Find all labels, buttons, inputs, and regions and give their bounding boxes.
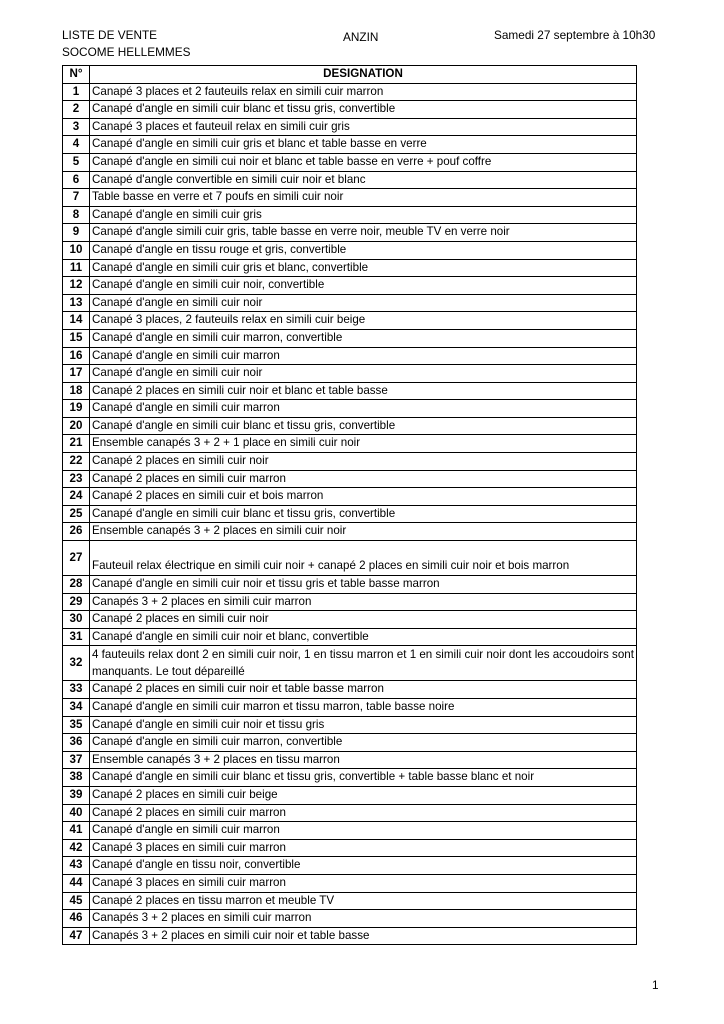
item-number: 15 [63,329,90,347]
item-number: 22 [63,453,90,471]
item-number: 20 [63,417,90,435]
column-header-number: N° [63,66,90,84]
item-designation: Canapés 3 + 2 places en simili cuir noir et table basse [90,927,637,945]
item-designation: Canapé 2 places en simili cuir noir [90,453,637,471]
item-designation: Canapé d'angle en simili cuir marron et tissu marron, table basse noire [90,699,637,717]
item-number: 11 [63,259,90,277]
item-designation: Canapé 3 places en simili cuir marron [90,874,637,892]
table-row [63,189,637,207]
table-row [63,259,637,277]
table-row [63,241,637,259]
table-row [63,892,637,910]
table-row [63,312,637,330]
item-designation: Canapé 3 places en simili cuir marron [90,839,637,857]
item-designation: Canapé d'angle en simili cuir blanc et tissu gris, convertible [90,505,637,523]
item-number: 13 [63,294,90,312]
table-row [63,786,637,804]
item-number: 27 [63,541,90,576]
item-designation: Canapé d'angle en simili cuir marron [90,822,637,840]
table-row [63,576,637,594]
item-designation: Canapé d'angle en simili cuir noir, convertible [90,277,637,295]
item-designation: Canapé d'angle en simili cuir noir [90,294,637,312]
table-row [63,804,637,822]
item-number: 37 [63,751,90,769]
table-row [63,136,637,154]
item-number: 25 [63,505,90,523]
header-left [62,27,190,61]
header-title: LISTE DE VENTE [62,28,158,42]
item-number: 2 [63,101,90,119]
item-number: 3 [63,118,90,136]
item-designation: Canapé 2 places en simili cuir beige [90,786,637,804]
item-number: 12 [63,277,90,295]
table-row [63,206,637,224]
item-number: 35 [63,716,90,734]
item-designation: Canapé 3 places et 2 fauteuils relax en simili cuir marron [90,83,637,101]
item-designation: Canapé d'angle en simili cuir marron, convertible [90,734,637,752]
table-row [63,83,637,101]
item-number: 44 [63,874,90,892]
header-company: SOCOME HELLEMMES [62,45,191,59]
table-row [63,839,637,857]
table-row [63,611,637,629]
item-number: 30 [63,611,90,629]
item-designation: Canapé d'angle en simili cuir noir et tissu gris [90,716,637,734]
item-number: 46 [63,910,90,928]
item-designation: Canapé 2 places en tissu marron et meuble TV [90,892,637,910]
table-row [63,435,637,453]
item-designation: Ensemble canapés 3 + 2 places en tissu marron [90,751,637,769]
item-designation: Canapés 3 + 2 places en simili cuir marron [90,910,637,928]
table-body [63,83,637,945]
item-designation: Canapé d'angle en simili cuir marron [90,347,637,365]
table-row [63,910,637,928]
item-designation: Canapé d'angle en simili cuir noir [90,365,637,383]
item-designation: Canapé d'angle en simili cuir gris et blanc, convertible [90,259,637,277]
table-row [63,505,637,523]
item-designation: Canapé d'angle en simili cuir gris [90,206,637,224]
table-row [63,716,637,734]
table-row [63,488,637,506]
table-row [63,769,637,787]
item-designation: Canapé d'angle convertible en simili cuir noir et blanc [90,171,637,189]
item-designation: Canapé d'angle en simili cui noir et blanc et table basse en verre + pouf coffre [90,153,637,171]
item-number: 40 [63,804,90,822]
item-designation: Canapé d'angle en tissu rouge et gris, convertible [90,241,637,259]
item-designation: Canapé 2 places en simili cuir noir et blanc et table basse [90,382,637,400]
item-number: 36 [63,734,90,752]
item-designation: Canapé 2 places en simili cuir noir et table basse marron [90,681,637,699]
item-number: 17 [63,365,90,383]
item-number: 1 [63,83,90,101]
item-number: 32 [63,646,90,681]
item-number: 43 [63,857,90,875]
table-row [63,118,637,136]
table-row [63,101,637,119]
table-row [63,523,637,541]
table-row [63,874,637,892]
column-header-designation: DESIGNATION [90,66,637,84]
item-number: 7 [63,189,90,207]
item-designation: Canapé 2 places en simili cuir marron [90,470,637,488]
item-number: 31 [63,628,90,646]
item-number: 23 [63,470,90,488]
item-number: 47 [63,927,90,945]
item-designation: Canapé 2 places en simili cuir et bois marron [90,488,637,506]
item-designation: Canapé d'angle en simili cuir blanc et tissu gris, convertible [90,417,637,435]
item-number: 9 [63,224,90,242]
item-number: 8 [63,206,90,224]
item-number: 42 [63,839,90,857]
table-row [63,628,637,646]
table-row [63,681,637,699]
item-designation: Table basse en verre et 7 poufs en simili cuir noir [90,189,637,207]
table-row [63,277,637,295]
table-row [63,593,637,611]
item-number: 45 [63,892,90,910]
item-designation: Fauteuil relax électrique en simili cuir noir + canapé 2 places en simili cuir noir et bois marron [90,541,637,576]
item-designation: Canapé d'angle en simili cuir noir et tissu gris et table basse marron [90,576,637,594]
table-row [63,857,637,875]
table-header-row [63,66,637,84]
header-location: ANZIN [343,30,379,44]
table-row [63,646,637,681]
item-designation: Canapés 3 + 2 places en simili cuir marron [90,593,637,611]
item-designation: Canapé 3 places et fauteuil relax en simili cuir gris [90,118,637,136]
item-designation: Canapé d'angle en simili cuir gris et blanc et table basse en verre [90,136,637,154]
table-row [63,470,637,488]
table-row [63,224,637,242]
table-row [63,347,637,365]
item-designation: Canapé d'angle en simili cuir blanc et tissu gris, convertible + table basse blanc et noir [90,769,637,787]
item-number: 39 [63,786,90,804]
item-designation: Canapé d'angle en simili cuir marron, convertible [90,329,637,347]
table-row [63,400,637,418]
item-designation: Canapé d'angle en simili cuir marron [90,400,637,418]
item-number: 4 [63,136,90,154]
item-designation: Canapé d'angle simili cuir gris, table basse en verre noir, meuble TV en verre noir [90,224,637,242]
table-row [63,751,637,769]
table-row [63,453,637,471]
item-number: 21 [63,435,90,453]
table-row [63,382,637,400]
item-designation: Ensemble canapés 3 + 2 + 1 place en simili cuir noir [90,435,637,453]
item-designation: Canapé d'angle en tissu noir, convertible [90,857,637,875]
header-date: Samedi 27 septembre à 10h30 [494,28,656,42]
item-number: 16 [63,347,90,365]
item-number: 14 [63,312,90,330]
item-number: 10 [63,241,90,259]
item-number: 6 [63,171,90,189]
item-designation: Canapé 3 places, 2 fauteuils relax en simili cuir beige [90,312,637,330]
table-row [63,822,637,840]
table-row [63,329,637,347]
table-row [63,171,637,189]
item-number: 38 [63,769,90,787]
item-number: 29 [63,593,90,611]
table-row [63,734,637,752]
item-designation: Canapé 2 places en simili cuir noir [90,611,637,629]
item-designation: Canapé 2 places en simili cuir marron [90,804,637,822]
table-row [63,927,637,945]
item-number: 33 [63,681,90,699]
item-number: 18 [63,382,90,400]
item-designation: Ensemble canapés 3 + 2 places en simili cuir noir [90,523,637,541]
item-number: 19 [63,400,90,418]
table-row [63,153,637,171]
item-number: 41 [63,822,90,840]
page-number: 1 [652,978,659,992]
table-row [63,294,637,312]
table-row [63,365,637,383]
table-row [63,699,637,717]
sale-list-table [62,65,637,945]
item-number: 28 [63,576,90,594]
item-designation: Canapé d'angle en simili cuir blanc et tissu gris, convertible [90,101,637,119]
item-number: 5 [63,153,90,171]
item-number: 34 [63,699,90,717]
item-designation: Canapé d'angle en simili cuir noir et blanc, convertible [90,628,637,646]
item-number: 26 [63,523,90,541]
table-row [63,417,637,435]
item-designation: 4 fauteuils relax dont 2 en simili cuir noir, 1 en tissu marron et 1 en simili cuir noir dont les accoudoirs sont manquants. Le tout dépareillé [90,646,637,681]
item-number: 24 [63,488,90,506]
table-row [63,541,637,576]
